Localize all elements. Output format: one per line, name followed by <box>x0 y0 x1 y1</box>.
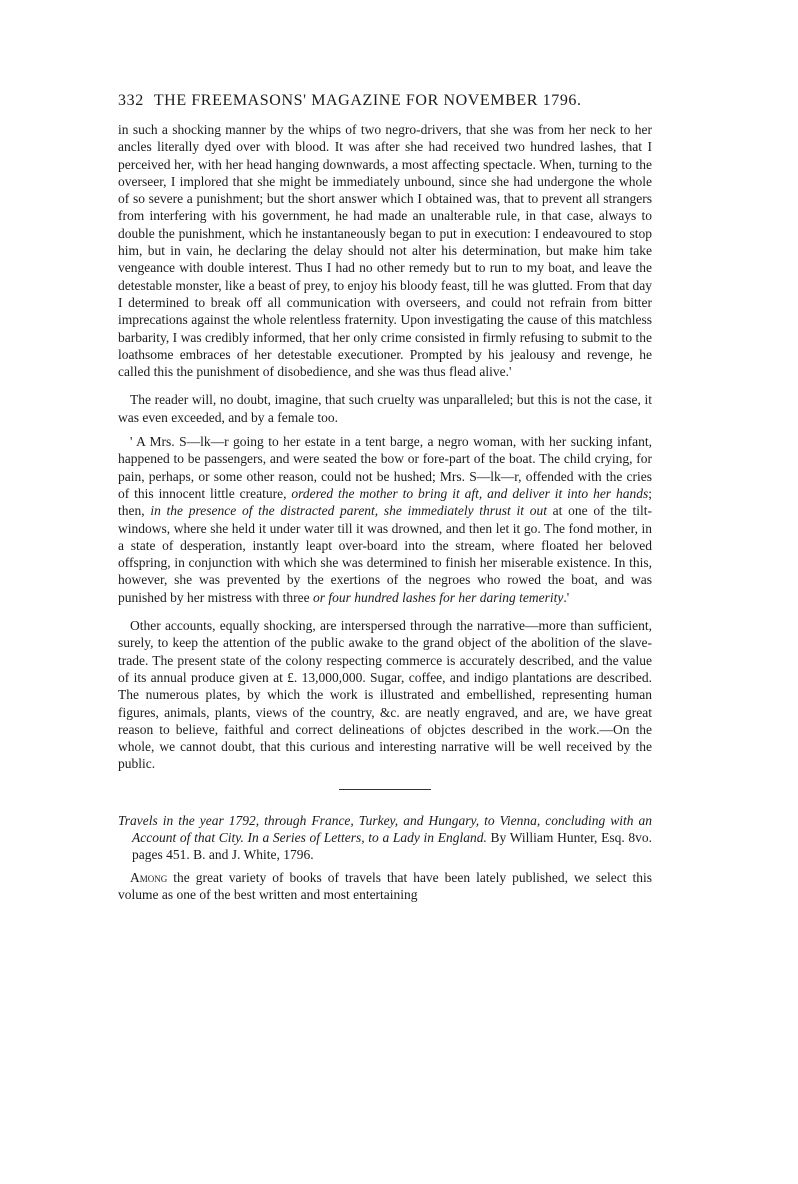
opening-text: the great variety of books of travels that have been lately published, we select this volume as one of the best written and most entertaining <box>118 869 652 902</box>
quoted-narrative <box>118 121 652 380</box>
quote-paragraph-end: in such a shocking manner by the whips of two negro-drivers, that she was from her neck to her ancles literally dyed over with blood. It was after she had received two hundred lashes, that I perceived her, with her head hanging downwards, a most affecting spectacle. When, turning to the overseer, I implored that she might be immediately unbound, since she had undergone the whole of so severe a punishment; but the short answer which I obtained was, that to prevent all strangers from interfering with his government, he had made an unalterable rule, in that case, always to double the punishment, which he instantaneously began to put in execution: I endeavoured to stop him, but in vain, he declaring the delay should not alter his determination, but make him take vengeance with double interest. Thus I had no other remedy but to run to my boat, and leave the detestable monster, like a beast of prey, to enjoy his bloody feast, till he was glutted. From that day I determined to break off all communication with overseers, and could not refrain from bitter imprecations against the whole relentless fraternity. Upon investigating the cause of this matchless barbarity, I was credibly informed, that her only crime consisted in firmly refusing to submit to the loathsome embraces of her detestable executioner. Prompted by his jealousy and revenge, he called this the punishment of disobedience, and she was thus flead alive.' <box>118 122 652 380</box>
quoted-anecdote-paragraph <box>118 433 652 606</box>
review-citation <box>118 812 652 864</box>
book-title: Travels in the year 1792, through France, Turkey, and Hungary, to Vienna, concluding with an Account of that City. In a Series of Letters, to a Lady in England. <box>118 812 652 845</box>
anecdote-italic-3: or four hundred lashes for her daring temerity <box>312 589 564 605</box>
page-number: 332 <box>118 92 144 109</box>
anecdote-text-2: ; then, <box>118 485 653 519</box>
review-opening-paragraph <box>118 869 652 904</box>
commentary-paragraph: The reader will, no doubt, imagine, that such cruelty was unparalleled; but this is not the case, it was even exceeded, and by a female too. <box>118 392 652 425</box>
section-divider <box>339 789 431 790</box>
anecdote-text-3: at one of the tilt-windows, where she held it under water till it was drowned, and then let it go. The fond mother, in a state of desperation, instantly leapt over-board into the stream, where floated her beloved offspring, in conjunction with which she was determined to finish her miserable existence. In this, however, she was prevented by the exertions of the negroes who rowed the boat, and was punished by her mistress with three <box>118 503 652 605</box>
article-body <box>118 121 652 903</box>
book-details: By William Hunter, Esq. 8vo. pages 451. B. and J. White, 1796. <box>132 829 653 863</box>
anecdote-italic-1: ordered the mother to bring it aft, and deliver it into her hands <box>291 485 649 501</box>
anecdote-italic-2: in the presence of the distracted parent, she immediately thrust it out <box>150 503 547 519</box>
anecdote-text-1: ' A Mrs. S—lk—r going to her estate in a tent barge, a negro woman, with her sucking infant, happened to be passengers, and were seated the bow or fore-part of the boat. The child crying, for pain, perhaps, or some other reason, could not be hushed; Mrs. S—lk—r, offended with the cries of this innocent little creature, <box>118 434 652 501</box>
page-header <box>118 92 658 110</box>
running-title: THE FREEMASONS' MAGAZINE FOR NOVEMBER 1796. <box>153 92 582 109</box>
summary-paragraph: Other accounts, equally shocking, are interspersed through the narrative—more than sufficient, surely, to keep the attention of the public awake to the grand object of the abolition of the slave-trade. The present state of the colony respecting commerce is accurately described, and the value of its annual produce given at £. 13,000,000. Sugar, coffee, and indigo plantations are described. The numerous plates, by which the work is illustrated and embellished, representing human figures, animals, plants, views of the country, &c. are neatly engraved, and are, we have great reason to believe, faithful and correct delineations of objctes described in the work.—On the whole, we cannot doubt, that this curious and interesting narrative will be well received by the public. <box>118 618 652 772</box>
anecdote-text-4: .' <box>563 589 570 605</box>
opening-word: Among <box>130 869 168 885</box>
